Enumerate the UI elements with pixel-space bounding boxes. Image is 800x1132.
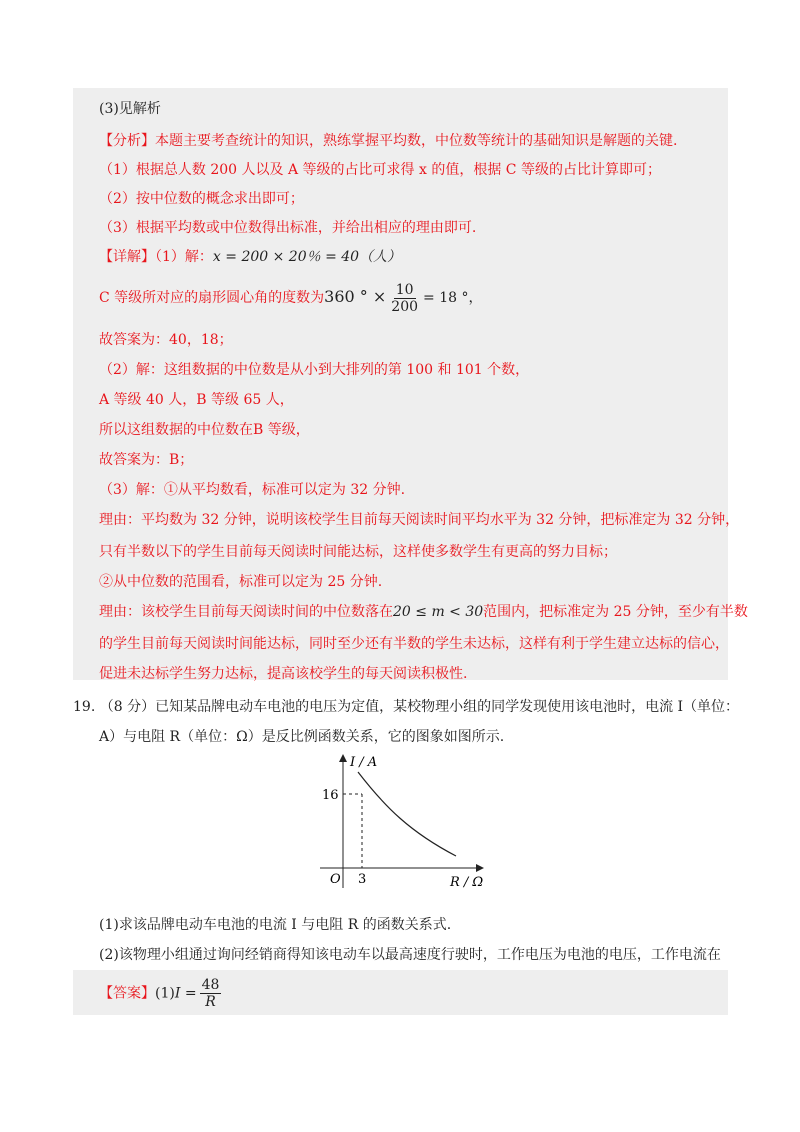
angle-line [99,279,482,316]
angle-rhs: = 18 °， [423,290,483,306]
detail-2b-line: A 等级 40 人，B 等级 65 人， [99,392,294,408]
analysis-point-2: （2）按中位数的概念求出即可； [99,191,304,207]
analysis-text: 本题主要考查统计的知识，熟练掌握平均数，中位数等统计的基础知识是解题的关键. [155,133,678,149]
reason-2a-pre: 理由：该校学生目前每天阅读时间的中位数落在 [99,604,393,620]
detail-line-1 [99,247,401,267]
analysis-tag: 【分析】 [99,133,155,149]
detail-2-line: （2）解：这组数据的中位数是从小到大排列的第 100 和 101 个数， [99,362,530,378]
question-line-2: A）与电阻 R（单位：Ω）是反比例函数关系，它的图象如图所示. [99,729,505,745]
question-19-line-1 [73,697,739,717]
question-line-1: （8 分）已知某品牌电动车电池的电压为定值，某校物理小组的同学发现使用该电池时，电流 I（单位： [99,699,740,715]
detail-2c-line: 所以这组数据的中位数在B 等级， [99,422,310,438]
reason-2a-post: 范围内，把标准定为 25 分钟，至少有半数 [483,604,748,620]
angle-fraction [389,282,420,315]
x-tick-3: 3 [358,872,367,887]
answer-numerator: 48 [201,977,220,993]
angle-prefix: C 等级所对应的扇形圆心角的度数为 [99,290,325,306]
question-number: 19. [73,699,96,715]
reason-2a-line [99,602,748,622]
answer-line [99,977,224,1010]
detail-3-line: （3）解：①从平均数看，标准可以定为 32 分钟. [99,482,406,498]
answer-tag: 【答案】 [99,985,155,1002]
answer-part: (1) [155,985,175,1002]
answer-fraction [200,977,222,1010]
detail-3b-line: ②从中位数的范围看，标准可以定为 25 分钟. [99,574,383,590]
reason-1a-line: 理由：平均数为 32 分钟，说明该校学生目前每天阅读时间平均水平为 32 分钟，把标准定为 32 分钟， [99,512,740,528]
part3-reference: (3)见解析 [99,101,161,117]
sub-question-2: (2)该物理小组通过询问经销商得知该电动车以最高速度行驶时，工作电压为电池的电压，工作电流在 [99,947,721,963]
reason-2a-range: 20 ≤ m < 30 [393,604,484,620]
analysis-point-1: （1）根据总人数 200 人以及 A 等级的占比可求得 x 的值，根据 C 等级的占比计算即可； [99,162,661,178]
analysis-line [99,131,677,151]
origin-label: O [330,872,341,887]
angle-denominator: 200 [391,298,419,315]
answer-2-line: 故答案为：B； [99,452,194,468]
answer-1-line: 故答案为：40，18； [99,332,233,348]
detail-1-prefix: （1）解： [155,249,213,265]
inverse-curve [358,772,456,856]
x-axis-label: R / Ω [450,875,484,890]
inverse-function-graph [310,752,490,892]
answer-lhs: I = [174,985,197,1002]
angle-numerator: 10 [395,281,414,298]
reason-2c-line: 促进未达标学生努力达标，提高该校学生的每天阅读积极性. [99,666,468,682]
y-tick-16: 16 [322,788,339,803]
sub-question-1: (1)求该品牌电动车电池的电流 I 与电阻 R 的函数关系式. [99,917,452,933]
detail-tag: 【详解】 [99,249,155,265]
angle-lhs: 360 ° × [324,287,387,306]
detail-1-formula: x = 200 × 20％ = 40（人） [212,249,402,265]
y-axis-label: I / A [350,755,378,770]
answer-denominator: R [205,994,216,1010]
analysis-point-3: （3）根据平均数或中位数得出标准，并给出相应的理由即可. [99,220,477,236]
reason-2b-line: 的学生目前每天阅读时间能达标，同时至少还有半数的学生未达标，这样有利于学生建立达标的信心， [99,636,729,652]
reason-1b-line: 只有半数以下的学生目前每天阅读时间能达标，这样使多数学生有更高的努力目标； [99,544,617,560]
